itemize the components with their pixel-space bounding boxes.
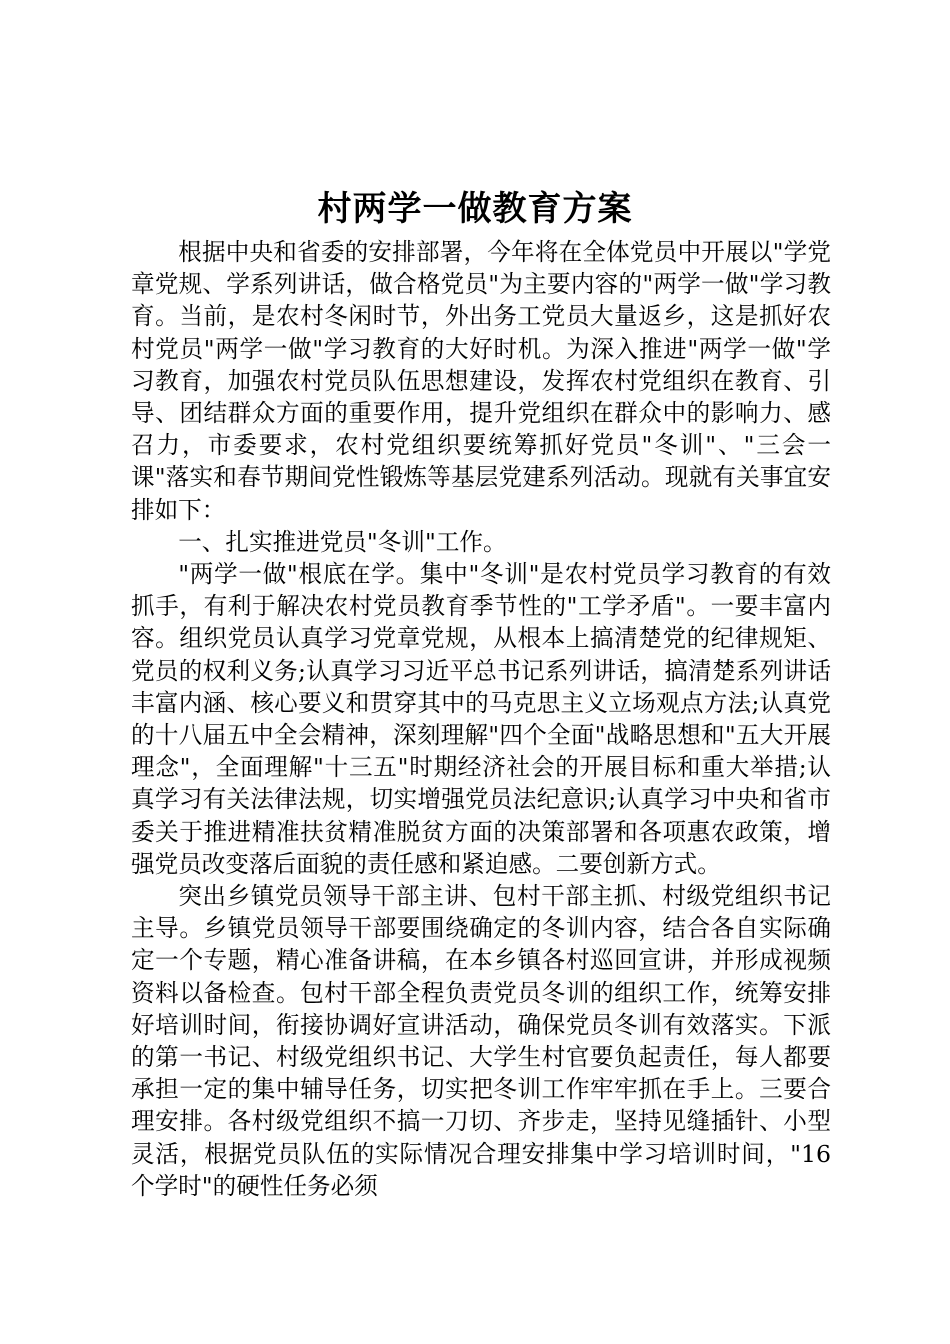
- document-body: [131, 236, 831, 1202]
- document-title: 村两学一做教育方案: [317, 189, 633, 229]
- section-heading-1: 一、扎实推进党员"冬训"工作。: [178, 527, 507, 556]
- paragraph-winter-training: "两学一做"根底在学。集中"冬训"是农村党员学习教育的有效抓手，有利于解决农村党员教育季节性的"工学矛盾"。一要丰富内容。组织党员认真学习党章党规，从根本上搞清楚党的纪律规矩、党员的权利义务;认真学习习近平总书记系列讲话，搞清楚系列讲话丰富内涵、核心要义和贯穿其中的马克思主义立场观点方法;认真党的十八届五中全会精神，深刻理解"四个全面"战略思想和"五大开展理念"，全面理解"十三五"时期经济社会的开展目标和重大举措;认真学习有关法律法规，切实增强党员法纪意识;认真学习中央和省市委关于推进精准扶贫精准脱贫方面的决策部署和各项惠农政策，增强党员改变落后面貌的责任感和紧迫感。二要创新方式。: [131, 560, 831, 878]
- paragraph-implementation: 突出乡镇党员领导干部主讲、包村干部主抓、村级党组织书记主导。乡镇党员领导干部要围绕确定的冬训内容，结合各自实际确定一个专题，精心准备讲稿，在本乡镇各村巡回宣讲，并形成视频资料以备检查。包村干部全程负责党员冬训的组织工作，统筹安排好培训时间，衔接协调好宣讲活动，确保党员冬训有效落实。下派的第一书记、村级党组织书记、大学生村官要负起责任，每人都要承担一定的集中辅导任务，切实把冬训工作牢牢抓在手上。三要合理安排。各村级党组织不搞一刀切、齐步走，坚持见缝插针、小型灵活，根据党员队伍的实际情况合理安排集中学习培训时间，"16个学时"的硬性任务必须: [131, 882, 831, 1200]
- paragraph-intro: 根据中央和省委的安排部署，今年将在全体党员中开展以"学党章党规、学系列讲话，做合格党员"为主要内容的"两学一做"学习教育。当前，是农村冬闲时节，外出务工党员大量返乡，这是抓好农村党员"两学一做"学习教育的大好时机。为深入推进"两学一做"学习教育，加强农村党员队伍思想建设，发挥农村党组织在教育、引导、团结群众方面的重要作用，提升党组织在群众中的影响力、感召力，市委要求，农村党组织要统筹抓好党员"冬训"、"三会一课"落实和春节期间党性锻炼等基层党建系列活动。现就有关事宜安排如下：: [131, 238, 832, 524]
